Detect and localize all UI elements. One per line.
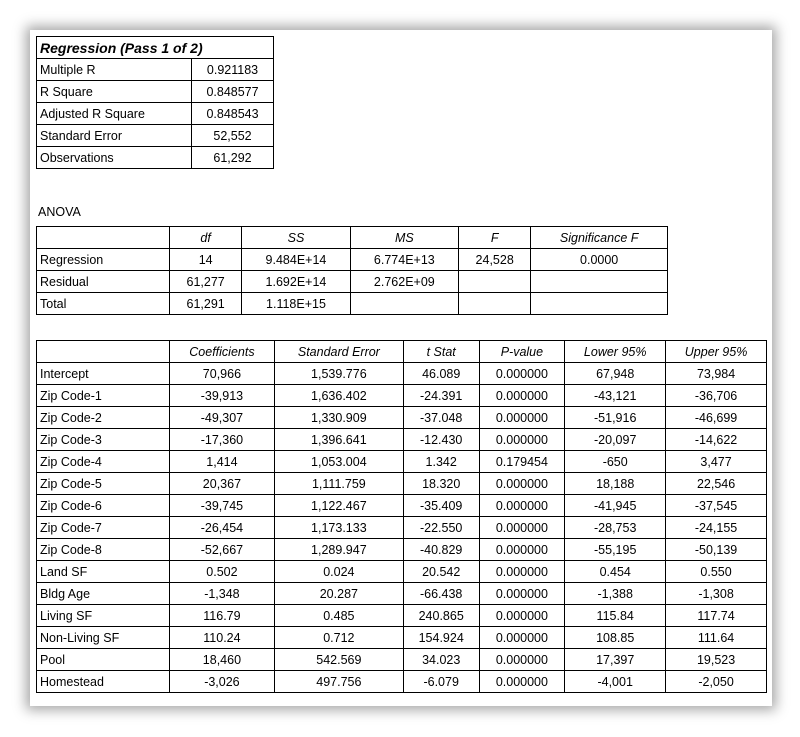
coefficient-cell: 1,396.641	[274, 429, 403, 451]
summary-row	[37, 147, 274, 169]
coefficient-cell: 0.000000	[479, 407, 565, 429]
coefficient-cell: -22.550	[403, 517, 479, 539]
coefficient-row	[37, 561, 767, 583]
coefficient-cell: 111.64	[666, 627, 767, 649]
coefficient-cell: 240.865	[403, 605, 479, 627]
coefficients-column-header: t Stat	[403, 341, 479, 363]
coefficient-cell: -37,545	[666, 495, 767, 517]
coefficient-cell: 20.542	[403, 561, 479, 583]
coefficient-row-label: Pool	[37, 649, 170, 671]
coefficient-cell: -55,195	[565, 539, 666, 561]
coefficient-cell: 542.569	[274, 649, 403, 671]
coefficient-cell: 1,539.776	[274, 363, 403, 385]
anova-cell: 9.484E+14	[242, 249, 350, 271]
anova-table	[36, 226, 668, 315]
coefficient-cell: 115.84	[565, 605, 666, 627]
coefficient-cell: -650	[565, 451, 666, 473]
coefficient-cell: 1,173.133	[274, 517, 403, 539]
coefficient-row-label: Land SF	[37, 561, 170, 583]
anova-row-label: Residual	[37, 271, 170, 293]
coefficient-row	[37, 473, 767, 495]
coefficient-cell: 1,122.467	[274, 495, 403, 517]
coefficient-cell: 0.000000	[479, 517, 565, 539]
coefficients-column-header: Upper 95%	[666, 341, 767, 363]
anova-cell	[459, 293, 531, 315]
coefficient-cell: 1,414	[170, 451, 275, 473]
coefficient-cell: -36,706	[666, 385, 767, 407]
coefficient-cell: 0.454	[565, 561, 666, 583]
coefficient-cell: -20,097	[565, 429, 666, 451]
coefficient-row-label: Zip Code-5	[37, 473, 170, 495]
coefficient-cell: 110.24	[170, 627, 275, 649]
anova-row	[37, 249, 668, 271]
coefficient-cell: 19,523	[666, 649, 767, 671]
summary-label: Standard Error	[37, 125, 192, 147]
coefficient-cell: 22,546	[666, 473, 767, 495]
coefficient-cell: 0.000000	[479, 495, 565, 517]
summary-row	[37, 125, 274, 147]
coefficient-row	[37, 429, 767, 451]
coefficient-cell: 3,477	[666, 451, 767, 473]
coefficient-row-label: Living SF	[37, 605, 170, 627]
coefficient-cell: 154.924	[403, 627, 479, 649]
coefficient-cell: -43,121	[565, 385, 666, 407]
coefficients-column-header: P-value	[479, 341, 565, 363]
regression-statistics-table	[36, 36, 274, 169]
coefficient-cell: 0.024	[274, 561, 403, 583]
anova-row-label: Regression	[37, 249, 170, 271]
summary-title: Regression (Pass 1 of 2)	[37, 37, 274, 59]
anova-column-header: df	[170, 227, 242, 249]
coefficient-cell: 117.74	[666, 605, 767, 627]
coefficient-cell: 0.000000	[479, 385, 565, 407]
coefficient-row	[37, 627, 767, 649]
summary-label: Observations	[37, 147, 192, 169]
coefficient-cell: 0.502	[170, 561, 275, 583]
coefficient-cell: -1,388	[565, 583, 666, 605]
coefficient-cell: 108.85	[565, 627, 666, 649]
coefficient-cell: 0.179454	[479, 451, 565, 473]
coefficient-cell: -1,308	[666, 583, 767, 605]
anova-cell: 14	[170, 249, 242, 271]
summary-value: 0.848543	[192, 103, 274, 125]
anova-header-blank	[37, 227, 170, 249]
coefficient-cell: 0.000000	[479, 649, 565, 671]
coefficient-cell: 1,053.004	[274, 451, 403, 473]
coefficient-cell: -52,667	[170, 539, 275, 561]
anova-cell: 1.118E+15	[242, 293, 350, 315]
anova-cell: 2.762E+09	[350, 271, 458, 293]
summary-title-row	[37, 37, 274, 59]
coefficient-cell: -46,699	[666, 407, 767, 429]
coefficient-row	[37, 649, 767, 671]
coefficient-row-label: Intercept	[37, 363, 170, 385]
coefficients-header-blank	[37, 341, 170, 363]
coefficient-row	[37, 407, 767, 429]
coefficient-cell: 18,188	[565, 473, 666, 495]
coefficient-cell: -12.430	[403, 429, 479, 451]
anova-cell	[531, 271, 668, 293]
coefficients-column-header: Coefficients	[170, 341, 275, 363]
coefficient-cell: -28,753	[565, 517, 666, 539]
coefficient-cell: -24,155	[666, 517, 767, 539]
coefficient-cell: 0.000000	[479, 539, 565, 561]
coefficient-cell: 1,289.947	[274, 539, 403, 561]
anova-cell: 6.774E+13	[350, 249, 458, 271]
anova-cell: 0.0000	[531, 249, 668, 271]
coefficient-row-label: Zip Code-6	[37, 495, 170, 517]
coefficient-cell: 0.000000	[479, 429, 565, 451]
coefficient-cell: 0.000000	[479, 671, 565, 693]
summary-label: Multiple R	[37, 59, 192, 81]
coefficient-row-label: Non-Living SF	[37, 627, 170, 649]
anova-column-header: MS	[350, 227, 458, 249]
coefficient-cell: -37.048	[403, 407, 479, 429]
coefficients-column-header: Standard Error	[274, 341, 403, 363]
coefficient-row-label: Zip Code-1	[37, 385, 170, 407]
coefficient-row-label: Homestead	[37, 671, 170, 693]
coefficient-cell: -39,913	[170, 385, 275, 407]
coefficient-cell: -41,945	[565, 495, 666, 517]
coefficient-cell: 0.000000	[479, 605, 565, 627]
coefficient-cell: -40.829	[403, 539, 479, 561]
coefficient-cell: 17,397	[565, 649, 666, 671]
coefficient-cell: -24.391	[403, 385, 479, 407]
anova-row	[37, 293, 668, 315]
anova-column-header: Significance F	[531, 227, 668, 249]
coefficient-cell: 1,330.909	[274, 407, 403, 429]
anova-column-header: SS	[242, 227, 350, 249]
coefficient-cell: 34.023	[403, 649, 479, 671]
coefficients-column-header: Lower 95%	[565, 341, 666, 363]
coefficient-cell: -51,916	[565, 407, 666, 429]
anova-cell	[350, 293, 458, 315]
coefficient-cell: 70,966	[170, 363, 275, 385]
coefficient-cell: 73,984	[666, 363, 767, 385]
coefficient-cell: 1,636.402	[274, 385, 403, 407]
anova-column-header: F	[459, 227, 531, 249]
anova-title: ANOVA	[38, 205, 81, 219]
coefficient-cell: 0.000000	[479, 561, 565, 583]
coefficient-row	[37, 363, 767, 385]
coefficient-row	[37, 451, 767, 473]
coefficient-cell: 0.000000	[479, 583, 565, 605]
coefficient-row-label: Zip Code-2	[37, 407, 170, 429]
summary-label: Adjusted R Square	[37, 103, 192, 125]
coefficient-cell: 18.320	[403, 473, 479, 495]
coefficient-cell: -14,622	[666, 429, 767, 451]
coefficient-cell: -35.409	[403, 495, 479, 517]
coefficient-cell: 0.712	[274, 627, 403, 649]
coefficient-cell: 0.000000	[479, 627, 565, 649]
coefficient-cell: 46.089	[403, 363, 479, 385]
summary-row	[37, 59, 274, 81]
summary-value: 0.848577	[192, 81, 274, 103]
coefficient-cell: 20,367	[170, 473, 275, 495]
coefficient-cell: -49,307	[170, 407, 275, 429]
regression-output-sheet	[30, 30, 772, 706]
anova-row	[37, 271, 668, 293]
coefficient-row-label: Zip Code-4	[37, 451, 170, 473]
coefficient-cell: -2,050	[666, 671, 767, 693]
summary-row	[37, 103, 274, 125]
coefficient-cell: -66.438	[403, 583, 479, 605]
coefficients-table	[36, 340, 767, 693]
anova-cell: 24,528	[459, 249, 531, 271]
coefficient-cell: 0.485	[274, 605, 403, 627]
coefficient-row	[37, 495, 767, 517]
anova-cell	[531, 293, 668, 315]
coefficient-cell: -4,001	[565, 671, 666, 693]
coefficient-cell: 67,948	[565, 363, 666, 385]
coefficient-cell: -1,348	[170, 583, 275, 605]
coefficient-row	[37, 583, 767, 605]
summary-value: 0.921183	[192, 59, 274, 81]
summary-value: 61,292	[192, 147, 274, 169]
coefficient-cell: -17,360	[170, 429, 275, 451]
coefficient-cell: 0.000000	[479, 473, 565, 495]
coefficient-cell: -26,454	[170, 517, 275, 539]
coefficient-row	[37, 671, 767, 693]
summary-label: R Square	[37, 81, 192, 103]
anova-cell	[459, 271, 531, 293]
coefficient-cell: 18,460	[170, 649, 275, 671]
coefficient-row	[37, 539, 767, 561]
coefficient-row-label: Bldg Age	[37, 583, 170, 605]
coefficient-row-label: Zip Code-3	[37, 429, 170, 451]
anova-cell: 1.692E+14	[242, 271, 350, 293]
anova-header-row	[37, 227, 668, 249]
coefficient-row	[37, 517, 767, 539]
coefficient-cell: 116.79	[170, 605, 275, 627]
coefficient-row	[37, 385, 767, 407]
coefficient-cell: -39,745	[170, 495, 275, 517]
coefficient-cell: 1.342	[403, 451, 479, 473]
coefficient-row-label: Zip Code-7	[37, 517, 170, 539]
coefficients-header-row	[37, 341, 767, 363]
coefficient-row-label: Zip Code-8	[37, 539, 170, 561]
coefficient-cell: -3,026	[170, 671, 275, 693]
coefficient-cell: -6.079	[403, 671, 479, 693]
anova-cell: 61,291	[170, 293, 242, 315]
coefficient-cell: 1,111.759	[274, 473, 403, 495]
coefficient-row	[37, 605, 767, 627]
coefficient-cell: 0.550	[666, 561, 767, 583]
summary-row	[37, 81, 274, 103]
coefficient-cell: -50,139	[666, 539, 767, 561]
anova-row-label: Total	[37, 293, 170, 315]
coefficient-cell: 20.287	[274, 583, 403, 605]
coefficient-cell: 497.756	[274, 671, 403, 693]
anova-cell: 61,277	[170, 271, 242, 293]
summary-value: 52,552	[192, 125, 274, 147]
coefficient-cell: 0.000000	[479, 363, 565, 385]
